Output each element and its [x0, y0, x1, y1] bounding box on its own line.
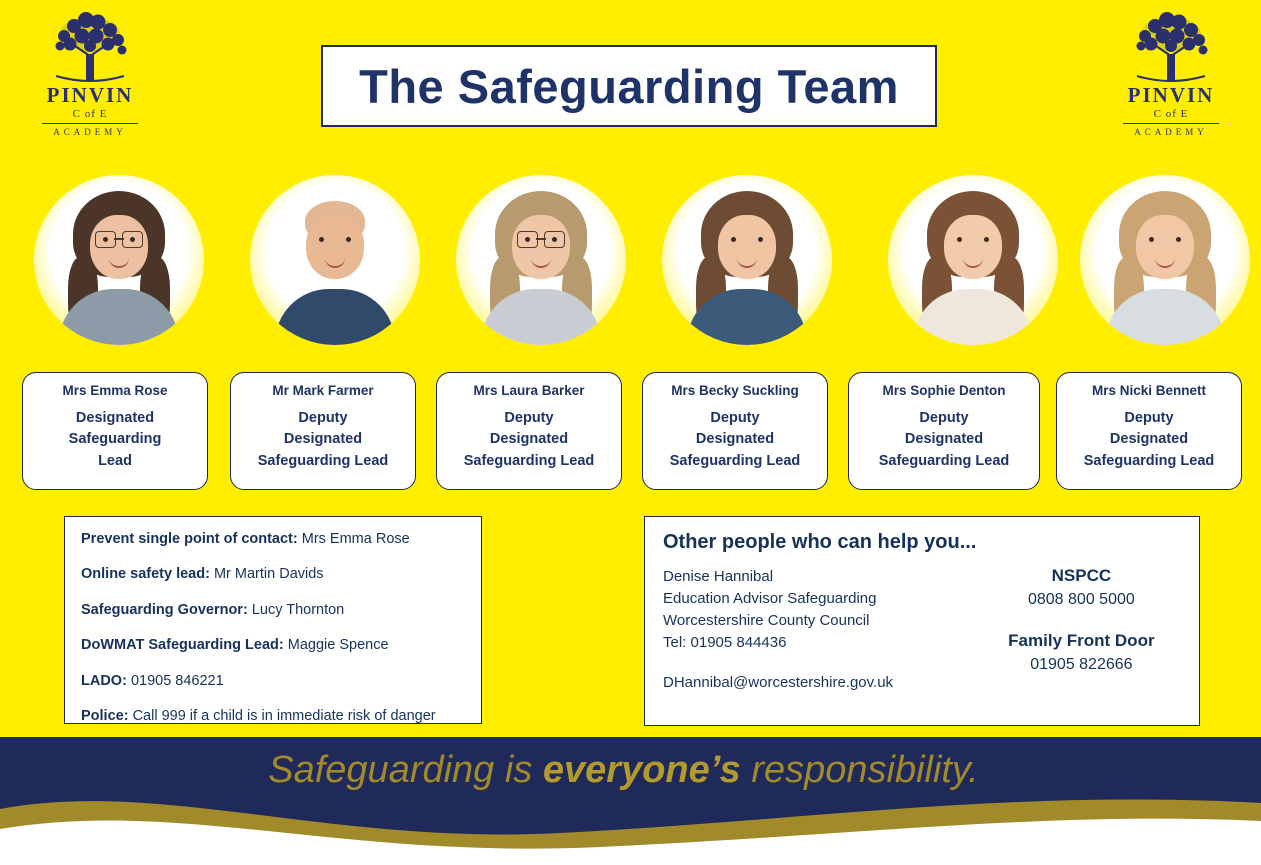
page-title-text: The Safeguarding Team: [359, 59, 899, 113]
contact-value: Mr Martin Davids: [213, 566, 324, 583]
staff-role: [237, 408, 409, 471]
help-heading: Other people who can help you...: [663, 531, 977, 553]
contact-row: [81, 566, 465, 583]
staff-role-line: Safeguarding Lead: [878, 452, 1010, 469]
tree-icon: [1123, 10, 1219, 84]
staff-role-line: Deputy: [919, 410, 969, 427]
logo-academy-text: ACADEMY: [1134, 127, 1208, 137]
school-logo-left: [25, 10, 155, 140]
service-name-family-front-door: Family Front Door: [1008, 631, 1155, 650]
staff-card-row: [22, 372, 1242, 494]
staff-card-5: [1056, 372, 1242, 490]
school-logo-right: [1106, 10, 1236, 140]
logo-divider: [1123, 123, 1219, 124]
glasses-icon: [95, 231, 143, 247]
staff-photo-row: [22, 175, 1242, 355]
contact-label: LADO:: [81, 672, 127, 689]
tree-icon: [42, 10, 138, 84]
logo-school-name: PINVIN: [1127, 83, 1215, 107]
help-person-email[interactable]: DHannibal@worcestershire.gov.uk: [663, 674, 894, 692]
staff-role-line: Deputy: [1124, 410, 1174, 427]
logo-cofe-text: C of E: [1153, 108, 1189, 120]
footer-text-bold: everyone’s: [542, 749, 741, 791]
staff-role: [649, 408, 821, 471]
staff-card-1: [230, 372, 416, 490]
contact-label: Police:: [81, 707, 129, 724]
service-number-family-front-door: 01905 822666: [1030, 656, 1133, 673]
staff-photo-5: [1080, 175, 1250, 345]
staff-role-line: Designated: [283, 431, 363, 448]
staff-role-line: Deputy: [298, 410, 348, 427]
page-title: [321, 45, 937, 127]
footer-text-end: responsibility.: [740, 749, 979, 791]
service-number-nspcc: 0808 800 5000: [1027, 591, 1135, 608]
staff-name: Mrs Emma Rose: [62, 383, 168, 398]
staff-role-line: Designated: [695, 431, 775, 448]
staff-role-line: Deputy: [504, 410, 554, 427]
staff-role-line: Safeguarding Lead: [257, 452, 389, 469]
contact-value: Maggie Spence: [287, 637, 389, 654]
contact-label: Safeguarding Governor:: [81, 601, 248, 618]
help-person-org: Worcestershire County Council: [663, 612, 870, 630]
help-contact-block: [663, 566, 982, 694]
staff-card-0: [22, 372, 208, 490]
footer-tagline: [0, 749, 1261, 792]
staff-role-line: Safeguarding: [68, 431, 162, 448]
staff-role-line: Designated: [1109, 431, 1189, 448]
staff-card-2: [436, 372, 622, 490]
contact-row: [81, 602, 465, 619]
staff-role: [1063, 408, 1235, 471]
help-person-name: Denise Hannibal: [663, 568, 774, 585]
logo-divider: [42, 123, 138, 124]
staff-role-line: Deputy: [710, 410, 760, 427]
footer-band: [0, 737, 1261, 865]
staff-role-line: Lead: [98, 452, 132, 469]
contact-label: Prevent single point of contact:: [81, 531, 298, 547]
staff-photo-4: [888, 175, 1058, 345]
logo-cofe-text: C of E: [72, 108, 108, 120]
service-name-nspcc: NSPCC: [1051, 566, 1112, 585]
help-person-tel: Tel: 01905 844436: [663, 634, 787, 652]
glasses-icon: [517, 231, 565, 247]
staff-name: Mrs Nicki Bennett: [1091, 383, 1207, 398]
staff-photo-1: [250, 175, 420, 345]
contact-label: DoWMAT Safeguarding Lead:: [81, 637, 284, 654]
staff-role: [855, 408, 1033, 471]
staff-name: Mrs Sophie Denton: [882, 383, 1006, 398]
staff-photo-2: [456, 175, 626, 345]
staff-name: Mrs Becky Suckling: [671, 383, 799, 398]
footer-text-start: Safeguarding is: [268, 749, 543, 791]
staff-name: Mrs Laura Barker: [473, 383, 585, 398]
contact-row: [81, 637, 465, 654]
staff-card-3: [642, 372, 828, 490]
contact-value: Mrs Emma Rose: [301, 531, 410, 547]
staff-card-4: [848, 372, 1040, 490]
staff-role-line: Safeguarding Lead: [463, 452, 595, 469]
staff-role-line: Designated: [489, 431, 569, 448]
contact-value: Lucy Thornton: [251, 601, 345, 618]
logo-school-name: PINVIN: [46, 83, 134, 107]
staff-role-line: Safeguarding Lead: [669, 452, 801, 469]
staff-role-line: Designated: [904, 431, 984, 448]
contact-value: Call 999 if a child is in immediate risk of danger: [132, 707, 436, 724]
contact-value: 01905 846221: [130, 672, 224, 689]
staff-role: [443, 408, 615, 471]
staff-name: Mr Mark Farmer: [272, 383, 374, 398]
help-panel: [644, 516, 1200, 726]
help-services-block: [982, 566, 1181, 694]
contacts-panel: [64, 516, 482, 724]
contact-row: [81, 531, 465, 548]
staff-role: [29, 408, 201, 471]
staff-role-line: Designated: [75, 410, 155, 427]
staff-photo-3: [662, 175, 832, 345]
contact-row: [81, 673, 465, 690]
staff-photo-0: [34, 175, 204, 345]
logo-academy-text: ACADEMY: [53, 127, 127, 137]
contact-row: [81, 708, 465, 725]
staff-role-line: Safeguarding Lead: [1083, 452, 1215, 469]
contact-label: Online safety lead:: [81, 566, 210, 583]
help-person-role: Education Advisor Safeguarding: [663, 590, 877, 608]
